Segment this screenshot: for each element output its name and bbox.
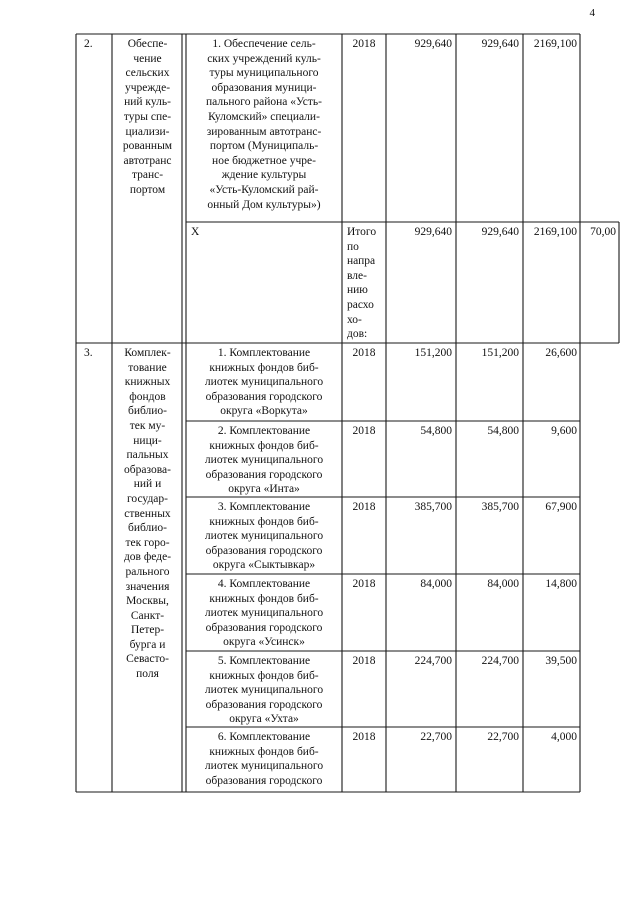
item-description-line: образования городского (205, 621, 323, 634)
expense-direction-line: ници- (133, 434, 162, 447)
row-3-item-4-sum-federal: 84,000 (487, 578, 519, 590)
total-label-line: нию (347, 284, 368, 297)
total-label-line: по (347, 240, 359, 253)
expense-direction-line: Севасто- (126, 653, 169, 666)
total-label-line: хо- (347, 313, 362, 326)
row-3-item-1-description (186, 346, 342, 419)
row-3-item-2-year: 2018 (352, 425, 376, 437)
expense-direction-line: пальных (126, 449, 169, 462)
expense-direction-line: государ- (127, 492, 168, 505)
item-description-line: округа «Усинск» (223, 636, 305, 649)
item-description-line: округа «Инта» (228, 483, 300, 496)
row-2-total-sum-total: 929,640 (414, 226, 452, 238)
item-description-line: 6. Комплектование (217, 731, 311, 743)
item-description-line: 3. Комплектование (217, 501, 311, 513)
row-3-item-5-sum-total: 224,700 (414, 655, 452, 667)
item-description-line: образования городского (205, 544, 323, 557)
expense-direction-line: циализи- (125, 125, 170, 138)
expense-direction-line: Обеспе- (127, 38, 168, 50)
row-2-item-1-sum-federal: 929,640 (481, 38, 519, 50)
item-description-line: книжных фондов биб- (209, 669, 319, 682)
expense-direction-line: портом (129, 183, 166, 196)
expense-direction-line: сельских (125, 67, 170, 80)
row-2-total-extra: 70,00 (590, 226, 616, 238)
row-3-item-1-sum-total: 151,200 (414, 347, 452, 359)
item-description-line: 5. Комплектование (217, 655, 311, 667)
expense-direction-line: туры спе- (123, 110, 172, 123)
item-description-line: лиотек муниципального (204, 684, 324, 697)
row-2-total-sum-regional: 2169,100 (533, 226, 577, 238)
item-description-line: 1. Обеспечение сель- (212, 38, 316, 50)
row-3-item-3-sum-regional: 67,900 (545, 501, 577, 513)
row-3-item-6-sum-federal: 22,700 (487, 731, 519, 743)
expense-direction-line: библио- (127, 405, 168, 418)
expense-direction-line: чение (133, 52, 162, 65)
row-3-item-6-sum-total: 22,700 (420, 731, 452, 743)
total-label-line: расхо (347, 298, 374, 311)
expense-direction-line: бурга и (129, 638, 166, 651)
item-description-line: книжных фондов биб- (209, 515, 319, 528)
item-description-line: образования городского (205, 774, 323, 787)
row-2-total-sum-federal: 929,640 (481, 226, 519, 238)
item-description-line: округа «Сыктывкар» (212, 559, 316, 572)
total-label-line: Итого (347, 226, 377, 238)
item-description-line: 1. Комплектование (217, 347, 311, 359)
row-3-item-1-sum-federal: 151,200 (481, 347, 519, 359)
item-description-line: зированным автотранс- (206, 125, 322, 138)
expense-direction-line: тек му- (129, 419, 166, 432)
item-description-line: образования городского (205, 698, 323, 711)
item-description-line: лиотек муниципального (204, 760, 324, 773)
row-3-item-3-sum-federal: 385,700 (481, 501, 519, 513)
expense-direction-line: Москвы, (126, 595, 169, 608)
expense-direction-line: рованным (122, 140, 173, 153)
expense-direction-line: автотранс (123, 154, 172, 167)
item-description-line: образования городского (205, 468, 323, 481)
expense-direction-line: значения (125, 580, 170, 593)
item-description-line: лиотек муниципального (204, 607, 324, 620)
row-3-item-6-year: 2018 (352, 731, 376, 743)
expense-direction-line: поля (136, 668, 159, 681)
expense-direction-line: дов феде- (123, 551, 172, 564)
expense-direction-line: книжных (124, 376, 171, 389)
expense-direction-line: рального (125, 565, 170, 578)
item-description-line: ских учреждений куль- (207, 52, 321, 65)
item-description-line: книжных фондов биб- (209, 745, 319, 758)
total-label-line: напра (347, 255, 376, 268)
row-3-item-3-year: 2018 (352, 501, 376, 513)
row-3-item-4-sum-regional: 14,800 (545, 578, 577, 590)
total-label-line: дов: (347, 328, 368, 341)
row-3-name (113, 346, 182, 682)
expense-direction-line: образова- (124, 463, 171, 476)
row-3-item-2-sum-total: 54,800 (420, 425, 452, 437)
expense-direction-line: транс- (131, 169, 164, 182)
row-3-item-5-sum-federal: 224,700 (481, 655, 519, 667)
item-description-line: онный Дом культуры») (207, 198, 321, 211)
row-2-item-1-sum-total: 929,640 (414, 38, 452, 50)
item-description-line: «Усть-Куломский рай- (209, 183, 319, 196)
expense-direction-line: Петер- (130, 624, 165, 637)
row-3-item-3-description (186, 500, 342, 573)
item-description-line: книжных фондов биб- (209, 592, 319, 605)
row-3-item-6-sum-regional: 4,000 (551, 731, 577, 743)
item-description-line: лиотек муниципального (204, 376, 324, 389)
row-2-name (113, 37, 182, 198)
row-3-item-1-year: 2018 (352, 347, 376, 359)
item-description-line: Куломский» специали- (208, 110, 320, 123)
expense-direction-line: Санкт- (130, 609, 165, 622)
page-number: 4 (589, 7, 595, 19)
item-description-line: 2. Комплектование (217, 425, 311, 437)
item-description-line: 4. Комплектование (217, 578, 311, 590)
row-2-number: 2. (84, 38, 93, 50)
item-description-line: ждение культуры (221, 169, 307, 182)
expense-direction-line: ний и (133, 478, 162, 491)
row-3-item-4-year: 2018 (352, 578, 376, 590)
expense-direction-line: Комплек- (124, 347, 171, 359)
row-3-item-5-description (186, 654, 342, 727)
row-2-total-marker: X (191, 226, 200, 238)
total-label-line: вле- (347, 269, 367, 282)
item-description-line: ное бюджетное учре- (212, 154, 316, 167)
row-3-item-4-sum-total: 84,000 (420, 578, 452, 590)
row-3-item-2-description (186, 424, 342, 497)
expense-direction-line: тование (128, 361, 167, 374)
expense-direction-line: учрежде- (124, 81, 171, 94)
row-3-number: 3. (84, 347, 93, 359)
item-description-line: округа «Ухта» (229, 713, 299, 726)
item-description-line: лиотек муниципального (204, 530, 324, 543)
row-3-item-5-sum-regional: 39,500 (545, 655, 577, 667)
row-3-item-2-sum-regional: 9,600 (551, 425, 577, 437)
row-2-item-1-description (186, 37, 342, 212)
item-description-line: книжных фондов биб- (209, 361, 319, 374)
item-description-line: образования муници- (211, 81, 317, 94)
expense-direction-line: ственных (124, 507, 171, 520)
expense-direction-line: фондов (129, 390, 166, 403)
row-3-item-1-sum-regional: 26,600 (545, 347, 577, 359)
row-2-item-1-year: 2018 (352, 38, 376, 50)
row-3-item-6-description (186, 730, 342, 788)
expense-direction-line: ний куль- (124, 96, 171, 109)
item-description-line: туры муниципального (209, 67, 319, 80)
row-3-item-4-description (186, 577, 342, 650)
row-3-item-5-year: 2018 (352, 655, 376, 667)
expense-direction-line: библио- (127, 522, 168, 535)
item-description-line: округа «Воркута» (220, 405, 308, 418)
row-2-item-1-sum-regional: 2169,100 (533, 38, 577, 50)
item-description-line: пального района «Усть- (206, 96, 322, 109)
row-3-item-2-sum-federal: 54,800 (487, 425, 519, 437)
item-description-line: портом (Муниципаль- (209, 140, 319, 153)
row-2-total-label (347, 225, 385, 342)
expense-direction-line: тек горо- (125, 536, 170, 549)
item-description-line: книжных фондов биб- (209, 439, 319, 452)
row-3-item-3-sum-total: 385,700 (414, 501, 452, 513)
item-description-line: образования городского (205, 390, 323, 403)
item-description-line: лиотек муниципального (204, 454, 324, 467)
